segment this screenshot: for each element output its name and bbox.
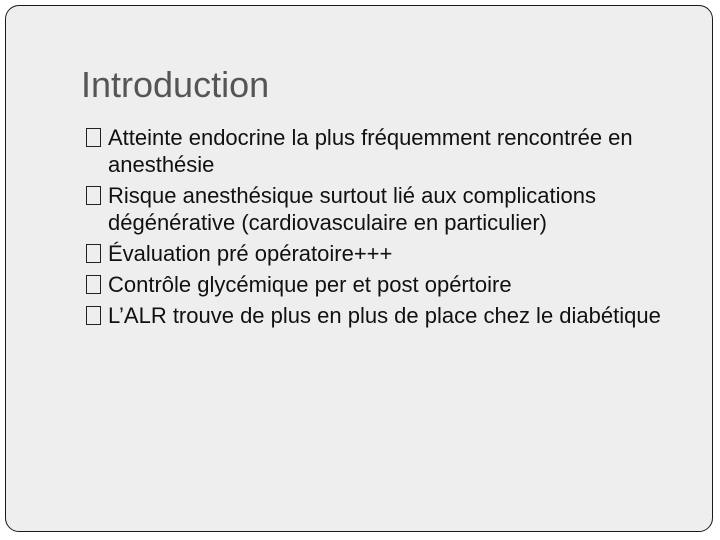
missing-glyph-box-icon: [86, 275, 101, 294]
bullet-item: [86, 240, 696, 267]
bullet-item: [86, 124, 696, 178]
slide: [5, 5, 713, 532]
bullet-item: [86, 271, 696, 298]
bullet-text: Atteinte endocrine la plus fréquemment rencontrée en anesthésie: [108, 125, 633, 177]
missing-glyph-box-icon: [86, 186, 101, 205]
bullet-text: Risque anesthésique surtout lié aux complications dégénérative (cardiovasculaire en particulier): [108, 183, 596, 235]
bullet-list: [86, 124, 696, 333]
missing-glyph-box-icon: [86, 128, 101, 147]
bullet-text: Contrôle glycémique per et post opértoire: [108, 272, 512, 297]
slide-title: Introduction: [81, 64, 270, 105]
bullet-item: [86, 302, 696, 329]
missing-glyph-box-icon: [86, 306, 101, 325]
missing-glyph-box-icon: [86, 244, 101, 263]
bullet-text: L’ALR trouve de plus en plus de place chez le diabétique: [108, 303, 661, 328]
bullet-item: [86, 182, 696, 236]
bullet-text: Évaluation pré opératoire+++: [108, 241, 393, 266]
